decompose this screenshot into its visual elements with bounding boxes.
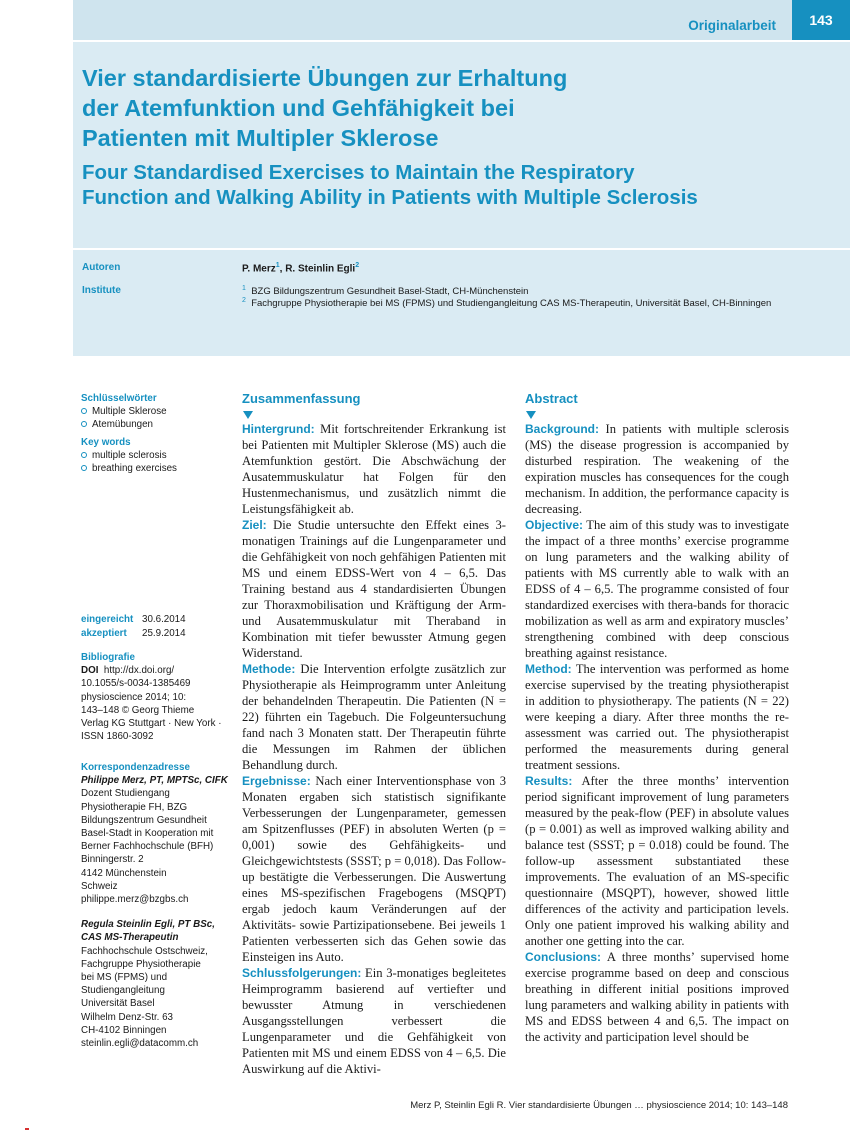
institute-1: $^1$ BZG Bildungszentrum Gesundheit Basel-Stadt, CH-Münchenstein bbox=[242, 285, 529, 298]
footer-citation: Merz P, Steinlin Egli R. Vier standardisierte Übungen … physioscience 2014; 10: 143–148 bbox=[410, 1100, 788, 1111]
submitted-date: 30.6.2014 bbox=[142, 614, 186, 625]
contact2-email[interactable]: steinlin.egli@datacomm.ch bbox=[81, 1038, 199, 1050]
doi-label: DOI bbox=[81, 665, 99, 677]
dates-block bbox=[81, 613, 186, 641]
contact2-name: Regula Steinlin Egli, PT BSc, bbox=[81, 919, 215, 931]
authors: P. Merz$^1$, R. Steinlin Egli$^2$ bbox=[242, 262, 360, 275]
section-label: Originalarbeit bbox=[688, 18, 776, 33]
contact1-name: Philippe Merz, PT, MPTSc, CIFK bbox=[81, 775, 228, 787]
institutes-label: Institute bbox=[82, 285, 121, 296]
title-german: Vier standardisierte Übungen zur Erhaltung der Atemfunktion und Gehfähigkeit bei Patienten mit Multipler Sklerose bbox=[82, 65, 568, 151]
authors-label: Autoren bbox=[82, 262, 121, 273]
keyword-item: Atemübungen bbox=[81, 418, 231, 431]
bibliography-label: Bibliografie bbox=[81, 652, 135, 663]
zusammenfassung-column: Zusammenfassung Hintergrund: Mit fortschreitender Erkrankung ist bei Patienten mit Multipler Sklerose (MS) auch die Atemfunktion gestört. Die Abschwächung der Ausatemmuskulatur hat Folgen für den Hustenmechanismus, und zusätzlich nimmt die Leistungsfähigkeit ab. Ziel: Die Studie untersuchte den Effekt eines 3-monatigen Trainings auf die Lungenparameter und die Gehfähigkeit von noch gehfähigen Patienten mit MS und einem EDSS-Wert von 4 – 6,5. Das Training bestand aus 4 standardisierten Übungen zur Thoraxmobilisation und Kräftigung der Arm- und Ausatemmuskulatur mit Theraband in Kombination mit tiefer bewusster Atmung gegen Widerstand. Methode: Die Intervention erfolgte zusätzlich zur Physiotherapie als Heimprogramm unter Anleitung der behandelnden Therapeutin. Die Patienten (N = 22) führten ein Tagebuch. Die Folgeuntersuchung fand nach 3 Monaten statt. Der Therapeutin führte die Messungen im Rahmen der üblichen Behandlung durch. Ergebnisse: Nach einer Interventionsphase von 3 Monaten ergaben sich statistisch signifikante Verbesserungen der Lungenparameter, gemessen am Spitzenflusses (PEF) in absoluten Werten (p = 0,001) sowie des Gehfähigkeits- und Gleichgewichtstests (SSST; p = 0,018). Das Follow-up bestätigte die Verbesserungen. Die Auswertung eines MS-spezifischen Fragebogens (MSQPT) ergab jedoch kaum Veränderungen auf der Aktivitäts- sowie Partizipationsebene. Bei jeweils 1 Patienten verbesserten sich das Gehen sowie das Einsteigen ins Auto. Schlussfolgerungen: Ein 3-monatiges begleitetes Heimprogramm basierend auf vertiefter und bewusster Atmung in verschiedenen Ausgangsstellungen verbessert die Lungenparameter und die Gehfähigkeit von Patienten mit MS und einem EDSS von 4 – 6,5. Die Auswirkung auf die Aktivi- bbox=[242, 391, 506, 1076]
abstract-column: Abstract Background: In patients with multiple sclerosis (MS) the disease progression is accompanied by disturbed respiration. The weakening of the expiration muscles has consequences for the cough mechanism. In addition, the performance capacity is decreasing. Objective: The aim of this study was to investigate the impact of a three months’ exercise programme on lung parameters and the walking ability of patients with MS currently able to walk with an EDSS of 4 – 6,5. The programme consisted of four standardized exercises with thera-bands for thoracic mobilization as well as arm and expiratory muscles’ strengthening combined with deep conscious breathing against resistance. Method: The intervention was performed as home exercise supervised by the treating physiotherapist in addition to physiotherapy. The patients (N = 22) were keeping a diary. After three months the re-assessment was carried out. The physiotherapist performed the measurements during general treatment sessions. Results: After the three months’ intervention period significant improvement of lung parameters measured by the peak-flow (PEF) in absolute values (p = 0.001) as well as improved walking ability and balance test (SSST; p = 0.018) could be found. The follow-up assessment substantiated these improvements. The evaluation of an MS-specific questionnaire (MSQPT), however, showed little differences of the activity and participation levels. Only one patient improved his walking ability and another one getting into the car. Conclusions: A three months’ supervised home exercise programme based on deep and conscious breathing in different initial positions improved lung parameters and walking ability in patients with MS and EDSS between 4 and 6,5. The impact on the activity and participation level should be bbox=[525, 391, 789, 1044]
accepted-date: 25.9.2014 bbox=[142, 628, 186, 639]
bibliography-block: Bibliografie DOI http://dx.doi.org/ 10.1055/s-0034-1385469 physioscience 2014; 10: 143–148 © Georg Thieme Verlag KG Stuttgart · New York · ISSN 1860-3092 bbox=[81, 651, 231, 743]
page-number: 143 bbox=[792, 0, 850, 40]
keywords-en-label: Key words bbox=[81, 436, 131, 448]
red-mark bbox=[25, 1128, 29, 1130]
abstract-heading: Abstract bbox=[525, 391, 578, 406]
accepted-label: akzeptiert bbox=[81, 628, 127, 639]
triangle-marker-icon bbox=[243, 411, 253, 419]
title-english: Four Standardised Exercises to Maintain the Respiratory Function and Walking Ability in Patients with Multiple Sclerosis bbox=[82, 161, 698, 209]
correspondence-block: Korrespondenzadresse Philippe Merz, PT, MPTSc, CIFK Dozent Studiengang Physiotherapie FH, BZG Bildungszentrum Gesundheit Basel-Stadt in Kooperation mit Berner Fachhochschule (BFH) Binningerstr. 2 4142 Münchenstein Schweiz philippe.merz@bzgbs.ch Regula Steinlin Egli, PT BSc, CAS MS-Therapeutin Fachhochschule Ostschweiz, Fachgruppe Physiotherapie bei MS (FPMS) und Studiengangleitung Universität Basel Wilhelm Denz-Str. 63 CH-4102 Binningen steinlin.egli@datacomm.ch bbox=[81, 761, 231, 1050]
keywords-block bbox=[81, 392, 231, 475]
submitted-label: eingereicht bbox=[81, 614, 134, 625]
doi-link[interactable]: http://dx.doi.org/ bbox=[103, 665, 175, 677]
keywords-de-label: Schlüsselwörter bbox=[81, 393, 157, 404]
keyword-item: breathing exercises bbox=[81, 462, 231, 475]
zusammenfassung-heading: Zusammenfassung bbox=[242, 391, 361, 406]
contact1-email[interactable]: philippe.merz@bzgbs.ch bbox=[81, 894, 189, 906]
triangle-marker-icon bbox=[526, 411, 536, 419]
correspondence-label: Korrespondenzadresse bbox=[81, 762, 190, 773]
keyword-item: multiple sclerosis bbox=[81, 449, 231, 462]
institute-2: $^2$ Fachgruppe Physiotherapie bei MS (FPMS) und Studiengangleitung CAS MS-Therapeutin, Universität Basel, CH-Binningen bbox=[242, 297, 772, 310]
keyword-item: Multiple Sklerose bbox=[81, 405, 231, 418]
